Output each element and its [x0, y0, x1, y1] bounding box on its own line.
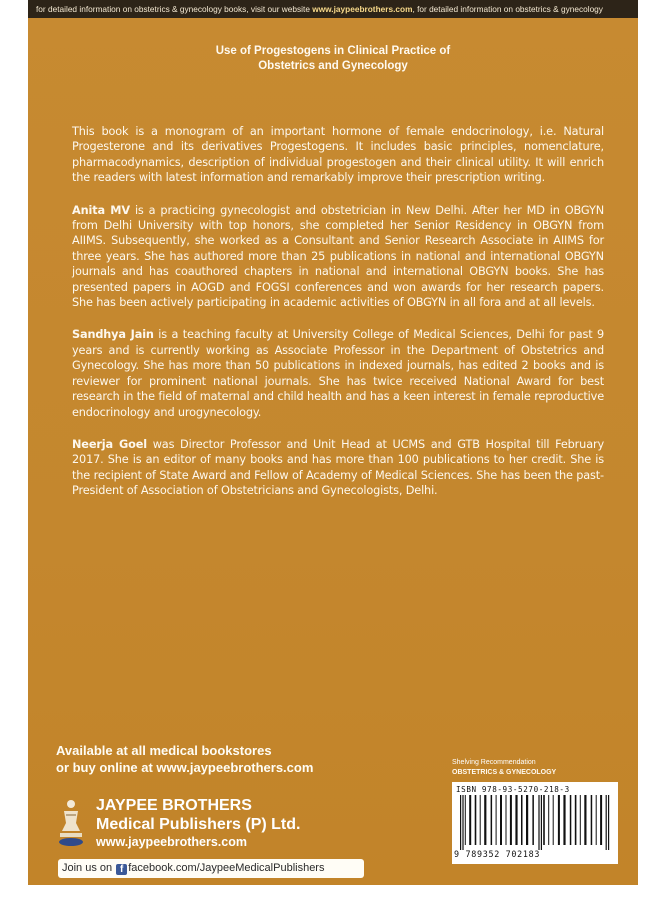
- author-bio-sandhya: [72, 327, 604, 419]
- barcode-bar: [541, 795, 542, 850]
- availability-line-1: Available at all medical bookstores: [56, 743, 272, 758]
- book-title: [28, 44, 638, 74]
- barcode-bar: [580, 795, 581, 845]
- author-bio-anita: [72, 203, 604, 311]
- banner-text-end: , for detailed information on obstetrics & gynecology: [412, 4, 603, 14]
- barcode: [452, 782, 618, 864]
- barcode-bar: [480, 795, 481, 845]
- facebook-handle[interactable]: facebook.com/JaypeeMedicalPublishers: [128, 862, 325, 874]
- social-prefix: Join us on: [62, 862, 116, 874]
- barcode-bar: [596, 795, 597, 845]
- author-bio-text: was Director Professor and Unit Head at UCMS and GTB Hospital till February 2017. She is an editor of many books and has more than 100 publications to her credit. She is the recipient of State Award and Fellow of Academy of Medical Sciences. She has been the past-President of Association of Obstetricians and Gynecologists, Delhi.: [72, 437, 604, 498]
- barcode-bar: [475, 795, 477, 845]
- isbn-text: ISBN 978-93-5270-218-3: [456, 785, 570, 794]
- author-bio-text: is a teaching faculty at University College of Medical Sciences, Delhi for past 9 years and is currently working as Associate Professor in the Department of Obstetrics and Gynecology. She has more than 50 publications in indexed journals, has edited 2 books and is reviewer for prominent national journals. She has twice received National Award for best research in the field of maternal and child health and has a keen interest in female reproductive endocrinology and urogynecology.: [72, 328, 604, 419]
- barcode-bar: [526, 795, 528, 845]
- title-line-1: Use of Progestogens in Clinical Practice of: [215, 45, 451, 57]
- shelving-recommendation: [452, 758, 556, 778]
- shelving-category: OBSTETRICS & GYNECOLOGY: [452, 769, 557, 776]
- barcode-bar: [558, 795, 560, 845]
- banner-text: for detailed information on obstetrics & gynecology books, visit our website: [36, 4, 313, 14]
- barcode-bar: [570, 795, 572, 845]
- availability-line-2: or buy online at www.jaypeebrothers.com: [56, 760, 314, 775]
- author-name: Neerja Goel: [72, 437, 147, 451]
- barcode-bar: [608, 795, 609, 850]
- barcode-bar: [543, 795, 545, 845]
- website-banner: [28, 0, 638, 18]
- barcode-bar: [496, 795, 497, 845]
- barcode-bar: [515, 795, 517, 845]
- ean-number: 9 789352 702183: [454, 849, 541, 859]
- barcode-bar: [591, 795, 593, 845]
- shelving-label: Shelving Recommendation: [452, 759, 536, 766]
- barcode-bar: [462, 795, 463, 850]
- barcode-bar: [484, 795, 486, 845]
- author-bio-neerja: [72, 437, 604, 499]
- barcode-bar: [460, 795, 461, 850]
- barcode-bar: [575, 795, 577, 845]
- author-bio-text: is a practicing gynecologist and obstetrician in New Delhi. After her MD in OBGYN from Delhi University with top honors, she completed her Senior Residency in OBGYN from AIIMS. Subsequently, she worked as a Consultant and Senior Research Associate in AIIMS for three years. She has authored more than 25 publications in national and international OBGYN journals and has coauthored chapters in national and international OBGYN books. She has presented papers in AOGD and FOGSI conferences and won awards for her research papers. She has been actively participating in academic activities of OBGYN in all fora and at all levels.: [72, 203, 604, 310]
- facebook-icon: f: [116, 864, 127, 875]
- publisher-subtitle: Medical Publishers (P) Ltd.: [96, 816, 301, 833]
- barcode-bar: [469, 795, 471, 845]
- barcode-bar: [465, 795, 466, 845]
- barcode-bar: [500, 795, 502, 845]
- barcode-bar: [506, 795, 507, 845]
- barcode-bar: [584, 795, 586, 845]
- book-description: This book is a monogram of an important hormone of female endocrinology, i.e. Natural Progesterone and its derivatives Progestogens. It includes basic principles, nomenclature, pharmacodynamics, description of individual progestogen and their clinical utility. It will enrich the readers with latest information and remarkably improve their prescription writing.: [72, 125, 604, 185]
- barcode-bar: [563, 795, 565, 845]
- barcode-bar: [521, 795, 523, 845]
- social-link[interactable]: [58, 859, 364, 878]
- author-name: Anita MV: [72, 203, 130, 217]
- barcode-bar: [606, 795, 607, 850]
- banner-url[interactable]: www.jaypeebrothers.com: [312, 4, 413, 14]
- barcode-bar: [600, 795, 602, 845]
- barcode-bar: [510, 795, 512, 845]
- barcode-bar: [553, 795, 554, 845]
- blurb: [72, 124, 604, 516]
- barcode-bar: [548, 795, 549, 845]
- publisher-name: JAYPEE BROTHERS: [96, 797, 252, 814]
- availability-note: [56, 742, 356, 776]
- barcode-bars: [458, 795, 614, 850]
- barcode-bar: [538, 795, 539, 850]
- barcode-bar: [491, 795, 493, 845]
- barcode-bar: [532, 795, 534, 845]
- author-name: Sandhya Jain: [72, 328, 154, 342]
- title-line-2: Obstetrics and Gynecology: [258, 60, 408, 72]
- jaypee-logo-icon: [56, 797, 86, 847]
- publisher-block: [56, 793, 376, 851]
- publisher-url[interactable]: www.jaypeebrothers.com: [96, 835, 247, 849]
- back-cover: [28, 0, 638, 885]
